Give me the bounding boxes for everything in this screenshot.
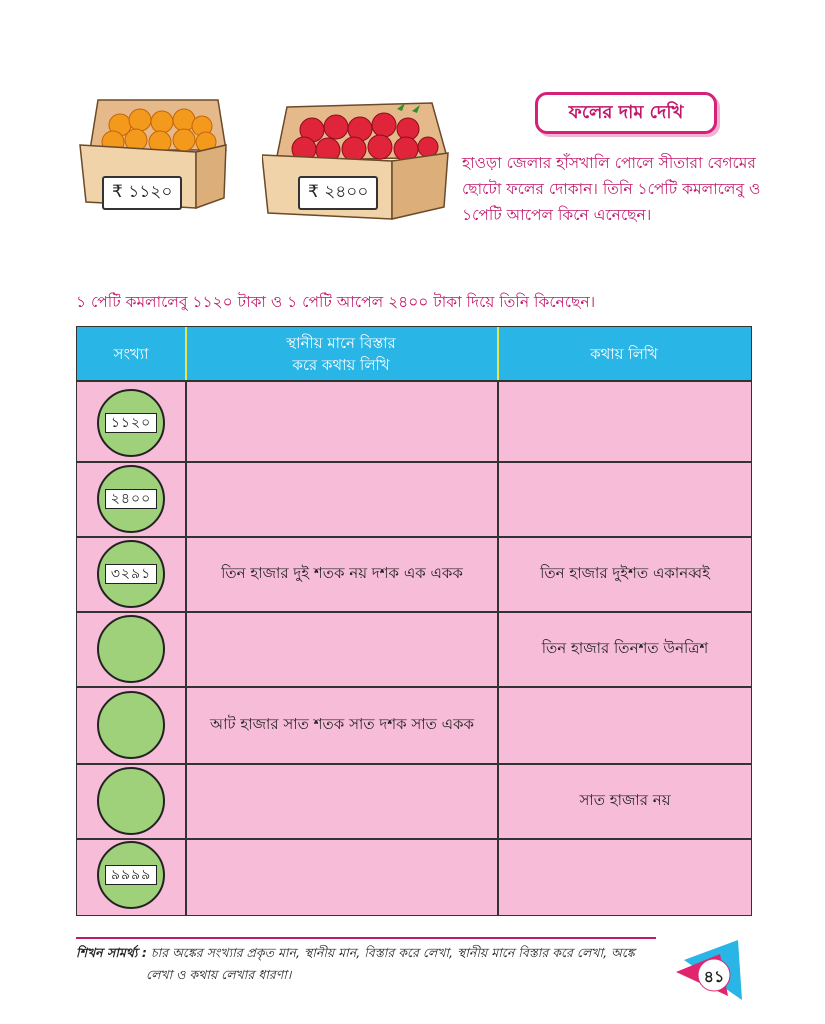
header-divider (185, 327, 187, 380)
learning-outcome-line1: চার অঙ্কের সংখ্যার প্রকৃত মান, স্থানীয় মান, বিস্তার করে লেখা, স্থানীয় মানে বিস্তার করে লেখা, অঙ্কে (150, 945, 635, 960)
expanded-cell[interactable] (187, 382, 497, 461)
header-number: সংখ্যা (113, 344, 149, 363)
expanded-cell[interactable] (187, 613, 497, 686)
intro-text: হাওড়া জেলার হাঁসখালি পোলে সীতারা বেগমের ছোটো ফলের দোকান। তিনি ১পেটি কমলালেবু ও ১পেটি আপেল কিনে এনেছেন। (462, 154, 761, 224)
words-cell[interactable] (499, 463, 751, 536)
page-number: ৪১ (703, 967, 725, 986)
expanded-cell[interactable]: আট হাজার সাত শতক সাত দশক সাত একক (209, 715, 475, 733)
number-value: ২৪০০ (105, 489, 157, 509)
number-value: ৩২৯১ (105, 564, 157, 584)
table-header (77, 327, 751, 380)
number-circle[interactable] (97, 767, 165, 835)
expanded-cell[interactable] (187, 463, 497, 536)
words-cell[interactable]: সাত হাজার নয় (579, 791, 671, 809)
learning-outcome-label: শিখন সামর্থ্য : (76, 945, 147, 960)
number-circle (97, 389, 165, 457)
words-cell[interactable] (499, 840, 751, 915)
expanded-cell[interactable]: তিন হাজার দুই শতক নয় দশক এক একক (221, 564, 463, 582)
expanded-cell[interactable] (187, 840, 497, 915)
apple-price-tag: ₹ ২৪০০ (298, 176, 378, 210)
orange-price-tag: ₹ ১১২০ (102, 176, 182, 210)
section-title: ফলের দাম দেখি (535, 92, 717, 134)
learning-outcome-line2: লেখা ও কথায় লেখার ধারণা। (146, 967, 292, 982)
learning-outcome (76, 942, 686, 986)
expanded-cell[interactable] (187, 765, 497, 838)
header-expanded: স্থানীয় মানে বিস্তার করে কথায় লিখি (286, 333, 396, 374)
purchase-statement: ১ পেটি কমলালেবু ১১২০ টাকা ও ১ পেটি আপেল ২৪০০ টাকা দিয়ে তিনি কিনেছেন। (76, 293, 596, 311)
number-circle[interactable] (97, 615, 165, 683)
words-cell[interactable] (499, 382, 751, 461)
header-words: কথায় লিখি (590, 344, 658, 363)
number-circle (97, 465, 165, 533)
words-cell[interactable] (499, 688, 751, 763)
number-circle (97, 540, 165, 608)
number-table (76, 326, 752, 916)
number-circle (97, 841, 165, 909)
number-circle[interactable] (97, 691, 165, 759)
words-cell[interactable]: তিন হাজার তিনশত উনত্রিশ (541, 639, 709, 657)
number-value: ৯৯৯৯ (105, 865, 157, 885)
footer-divider (76, 937, 656, 939)
number-value: ১১২০ (105, 413, 157, 433)
words-cell[interactable]: তিন হাজার দুইশত একানব্বই (540, 564, 710, 582)
header-divider (497, 327, 499, 380)
